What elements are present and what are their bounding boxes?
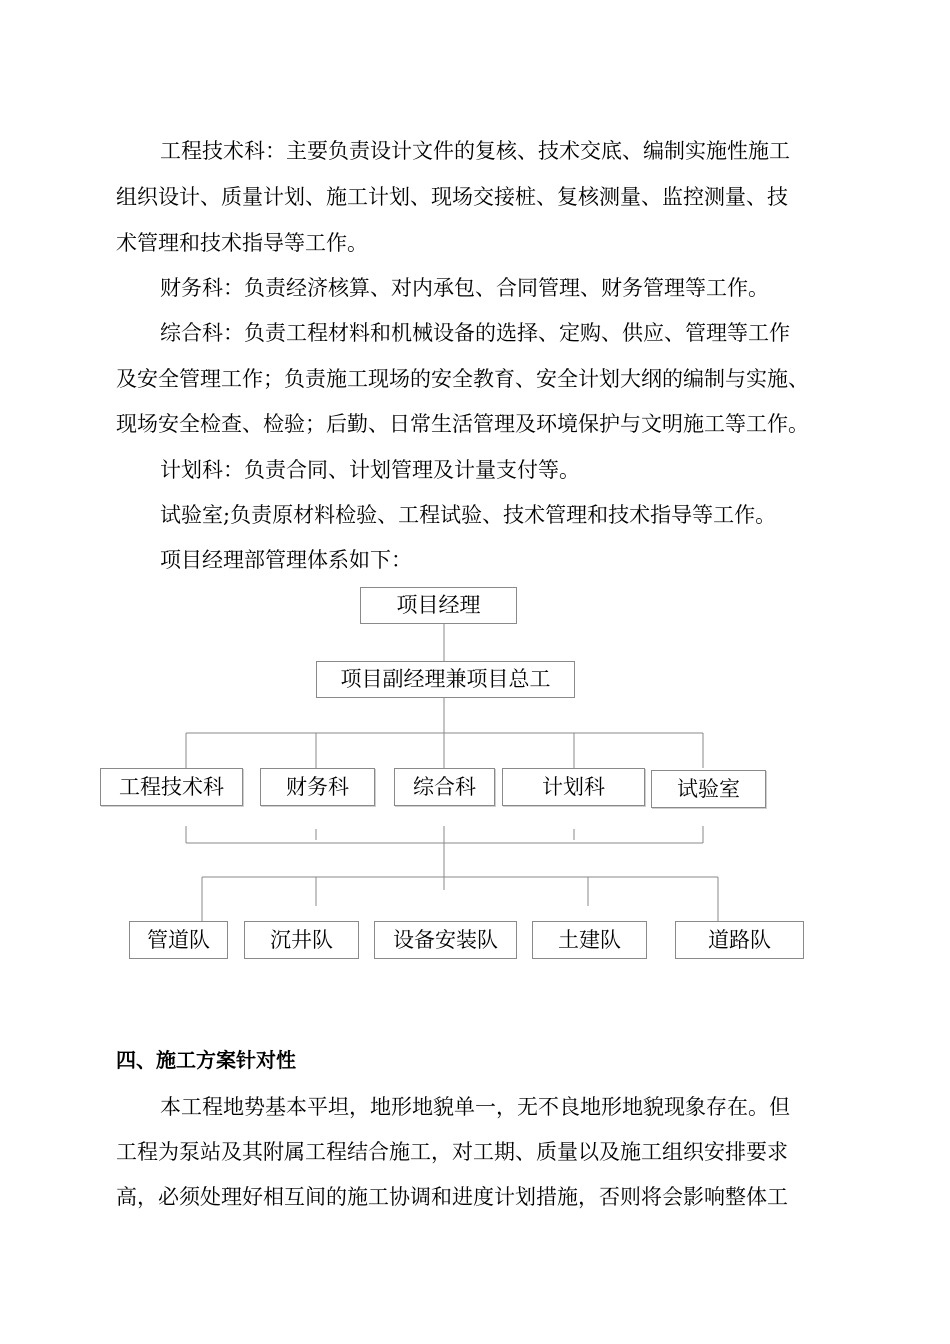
org-box-project-manager: 项目经理 [360, 587, 517, 624]
org-box-general-dept: 综合科 [394, 768, 495, 806]
paragraph-line: 试验室;负责原材料检验、工程试验、技术管理和技术指导等工作。 [160, 503, 777, 527]
org-box-equipment-team: 设备安装队 [374, 921, 517, 959]
org-box-planning-dept: 计划科 [502, 768, 645, 806]
paragraph-line: 项目经理部管理体系如下： [160, 548, 412, 572]
org-box-finance-dept: 财务科 [260, 768, 375, 806]
paragraph-line: 组织设计、质量计划、施工计划、现场交接桩、复核测量、监控测量、技 [116, 185, 788, 209]
org-box-civil-team: 土建队 [532, 921, 647, 959]
paragraph-line: 综合科：负责工程材料和机械设备的选择、定购、供应、管理等工作 [160, 321, 790, 345]
org-box-pipeline-team: 管道队 [129, 921, 228, 959]
org-box-laboratory: 试验室 [651, 770, 766, 808]
paragraph-line: 工程技术科：主要负责设计文件的复核、技术交底、编制实施性施工 [160, 139, 790, 163]
paragraph-line: 计划科：负责合同、计划管理及计量支付等。 [160, 458, 580, 482]
paragraph-line: 高，必须处理好相互间的施工协调和进度计划措施，否则将会影响整体工 [116, 1185, 788, 1209]
paragraph-line: 本工程地势基本平坦，地形地貌单一，无不良地形地貌现象存在。但 [160, 1095, 790, 1119]
org-box-road-team: 道路队 [675, 921, 804, 959]
paragraph-line: 工程为泵站及其附属工程结合施工，对工期、质量以及施工组织安排要求 [116, 1140, 788, 1164]
paragraph-line: 术管理和技术指导等工作。 [116, 231, 368, 255]
org-box-caisson-team: 沉井队 [244, 921, 359, 959]
section-heading: 四、施工方案针对性 [116, 1048, 296, 1072]
paragraph-line: 财务科：负责经济核算、对内承包、合同管理、财务管理等工作。 [160, 276, 769, 300]
org-box-deputy-manager: 项目副经理兼项目总工 [316, 661, 575, 698]
paragraph-line: 现场安全检查、检验；后勤、日常生活管理及环境保护与文明施工等工作。 [116, 412, 809, 436]
org-box-engineering-dept: 工程技术科 [100, 768, 243, 806]
paragraph-line: 及安全管理工作；负责施工现场的安全教育、安全计划大纲的编制与实施、 [116, 367, 809, 391]
